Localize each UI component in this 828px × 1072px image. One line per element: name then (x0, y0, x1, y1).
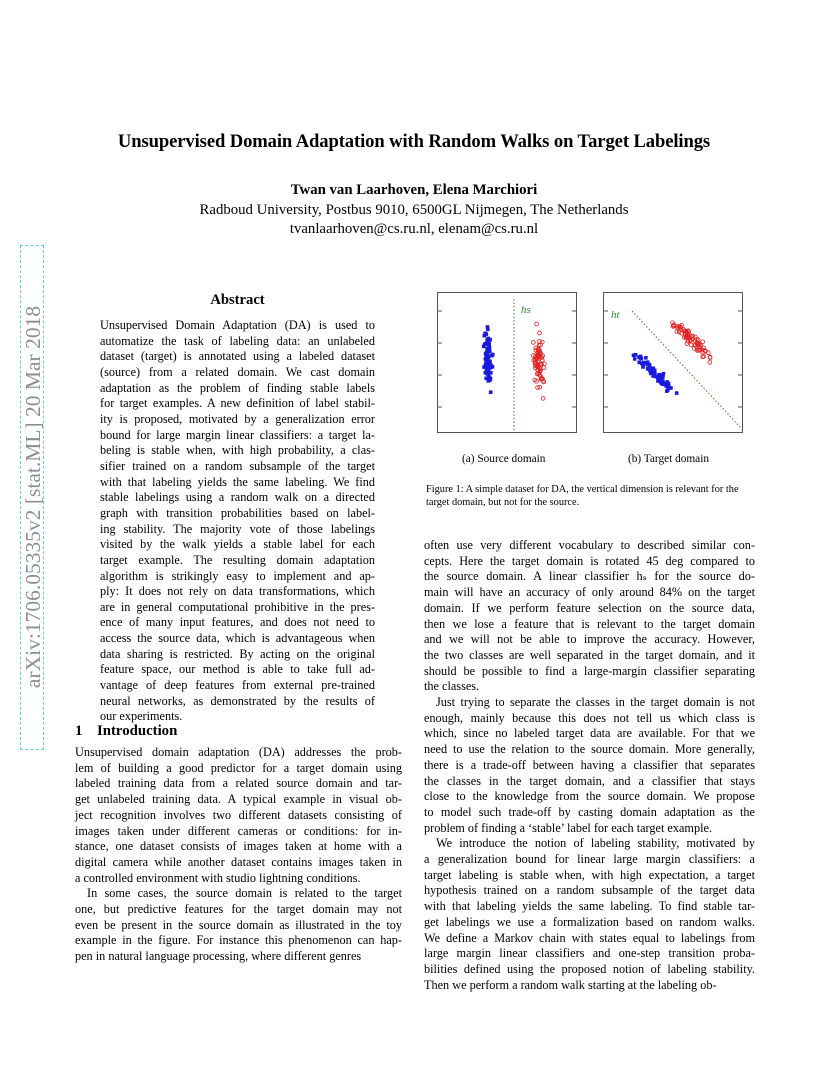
right-column-line: domain. If we perform feature selection on the source data, (424, 600, 755, 615)
source-domain-plot (437, 292, 577, 433)
data-point-blue (485, 372, 489, 376)
right-column-line: the classes in the target domain, and a classifier that stays (424, 773, 755, 788)
data-point-red (542, 366, 546, 370)
right-column-line: to model such trade-off by casting domain adaptation as the (424, 804, 755, 819)
introduction-line: ject recognition involves two different datasets consisting of (75, 807, 402, 822)
right-column-line: need to use the relation to the source domain. More generally, (424, 742, 755, 757)
right-column-body (424, 538, 755, 993)
abstract-line: graph with transition probabilities based on label- (100, 505, 375, 520)
data-point-blue (488, 359, 492, 363)
paper-emails: tvanlaarhoven@cs.ru.nl, elenam@cs.ru.nl (289, 221, 539, 237)
data-point-blue (655, 375, 659, 379)
section-heading-introduction (75, 723, 177, 740)
abstract-heading: Abstract (210, 292, 265, 308)
right-column-line: We define a Markov chain with states equal to labelings from (424, 930, 755, 945)
abstract-line: with that labeling yields the same labeling. We find (100, 474, 375, 489)
right-column-line: with that labeling yields the same labeling. To find stable tar- (424, 899, 755, 914)
data-point-blue (483, 331, 487, 335)
abstract-line: neural networks, as demonstrated by the results of (100, 693, 375, 708)
right-column-line: the two classes are well separated in the target domain, and it (424, 647, 755, 662)
right-column-line: often use very different vocabulary to described similar con- (424, 538, 755, 552)
abstract-line: (source) from a related domain. We cast domain (100, 364, 375, 379)
right-column-line: the classes. (424, 679, 480, 694)
source-domain-scatter (438, 293, 576, 432)
data-point-blue (651, 374, 655, 378)
abstract-line: sifier trained on a random subsample of the target (100, 458, 375, 473)
section-number: 1 (75, 723, 83, 739)
data-point-red (708, 361, 712, 365)
data-point-blue (634, 353, 638, 357)
abstract-line: our experiments. (100, 709, 183, 724)
data-point-blue (642, 361, 646, 365)
ht-label: ht (611, 309, 620, 321)
introduction-line: In some cases, the source domain is related to the target (87, 886, 402, 901)
data-point-blue (484, 357, 488, 361)
data-point-blue (656, 379, 660, 383)
data-point-blue (640, 357, 644, 361)
data-point-blue (490, 354, 494, 358)
data-point-blue (488, 338, 492, 342)
data-point-red (535, 322, 539, 326)
data-point-blue (486, 348, 490, 352)
introduction-body (75, 745, 402, 965)
data-point-blue (491, 365, 495, 369)
right-column-line: there is a trade-off between having a classifier that separates (424, 757, 755, 772)
data-point-blue (641, 365, 645, 369)
right-column-line: should be possible to find a large-margin classifier separating (424, 663, 755, 678)
right-column-line: close to the knowledge from the source domain. We propose (424, 789, 755, 804)
abstract-line: access the source data, which is advantageous when (100, 631, 375, 646)
introduction-line: a controlled environment with studio lightning conditions. (75, 870, 361, 885)
abstract-line: automatize the task of labeling data: an unlabeled (100, 333, 375, 348)
right-column-line: problem of finding a ‘stable’ label for each target example. (424, 820, 712, 835)
introduction-line: stance, one dataset consists of images taken at home with a (75, 839, 402, 854)
right-column-line: and we will not be able to improve the accuracy. However, (424, 632, 755, 647)
introduction-line: lem of building a good predictor for a target domain using (75, 760, 402, 775)
right-column-line: then we lose a feature that is relevant to the target domain (424, 616, 755, 631)
abstract-line: adaptation as the problem of finding stable labels (100, 380, 375, 395)
right-column-line: main will have an accuracy of only around 84% on the target (424, 585, 755, 600)
data-point-blue (637, 361, 641, 365)
right-column-line: We introduce the notion of labeling stability, motivated by (436, 836, 755, 851)
introduction-line: digital camera while another dataset contains images taken in (75, 854, 402, 869)
data-point-blue (658, 374, 662, 378)
data-point-blue (644, 356, 648, 360)
paper-affiliation: Radboud University, Postbus 9010, 6500GL Nijmegen, The Netherlands (199, 202, 629, 218)
abstract-line: ence of many input features, and does not need to (100, 615, 375, 630)
figure-1 (424, 286, 755, 516)
arxiv-stamp (20, 245, 44, 750)
introduction-line: get unlabeled training data. A typical example in visual ob- (75, 792, 402, 807)
right-column-line: get labelings we use a formalization based on random walks. (424, 914, 755, 929)
data-point-blue (649, 367, 653, 371)
right-column-line: a generalization bound for linear large margin classifiers: a (424, 852, 755, 867)
data-point-red (689, 343, 693, 347)
abstract-line: ply: It does not rely on data transformations, which (100, 584, 375, 599)
data-point-blue (645, 363, 649, 367)
subcaption-target-domain: (b) Target domain (628, 453, 709, 465)
paper-authors: Twan van Laarhoven, Elena Marchiori (290, 182, 538, 198)
data-point-red (531, 340, 535, 344)
introduction-line: pen in natural language processing, where different genres (75, 949, 362, 964)
arxiv-stamp-text: arXiv:1706.05335v2 [stat.ML] 20 Mar 2018 (21, 305, 45, 689)
abstract-line: feature space, our method is able to take full ad- (100, 662, 375, 677)
right-column-line: bilities defined using the proposed notion of labeling stability. (424, 961, 755, 976)
abstract-line: ity is proposed, motivated by a generalization error (100, 411, 375, 426)
abstract-line: bound for large margin linear classifiers: a target la- (100, 427, 375, 442)
introduction-line: Unsupervised domain adaptation (DA) addresses the prob- (75, 745, 402, 759)
abstract-line: algorithm is strikingly easy to implement and ap- (100, 568, 375, 583)
data-point-blue (669, 386, 673, 390)
data-point-blue (488, 375, 492, 379)
introduction-line: images taken under different cameras or conditions: for in- (75, 823, 402, 838)
data-point-red (538, 331, 542, 335)
right-column-line: which, since no labeled target data are available. For that we (424, 726, 755, 741)
abstract-line: are in general computational prohibitive in the pres- (100, 599, 375, 614)
introduction-line: one, but predictive features for the target domain may not (75, 902, 402, 917)
data-point-blue (489, 390, 493, 394)
target-domain-plot (603, 292, 743, 433)
abstract-line: data sharing is restricted. By acting on the original (100, 646, 375, 661)
introduction-line: example in the figure. For instance this phenomenon can hap- (75, 933, 402, 948)
abstract-line: stable labelings using a random walk on a directed (100, 490, 375, 505)
right-column-line: Just trying to separate the classes in the target domain is not (436, 695, 755, 710)
data-point-blue (653, 369, 657, 373)
paper-title: Unsupervised Domain Adaptation with Random Walks on Target Labelings (117, 131, 711, 152)
data-point-blue (633, 357, 637, 361)
abstract-line: dataset (target) is annotated using a labeled dataset (100, 349, 375, 364)
figure-caption: Figure 1: A simple dataset for DA, the vertical dimension is relevant for the target domain, but not for the source. (426, 484, 739, 508)
right-column-line: enough, mainly because this does not tell us which class is (424, 710, 755, 725)
data-point-blue (665, 381, 669, 385)
data-point-blue (675, 391, 679, 395)
introduction-line: labeled training data from a related source domain and tar- (75, 776, 402, 791)
abstract-line: ing stability. The majority vote of those labelings (100, 521, 375, 536)
data-point-blue (486, 325, 490, 329)
data-point-red (701, 340, 705, 344)
right-column-line: cepts. Here the target domain is rotated 45 deg compared to (424, 553, 755, 568)
right-column-line: target labeling is stable when, with high expectation, a target (424, 867, 755, 882)
right-column-line: hypothesis trained on a random subsample of the target data (424, 883, 755, 898)
data-point-blue (489, 371, 493, 375)
abstract-line: vantage of deep features from external pre-trained (100, 678, 375, 693)
right-column-line: Then we perform a random walk starting at the labeling ob- (424, 977, 717, 992)
abstract-line: beling is stable when, with high probability, a clas- (100, 443, 375, 458)
target-domain-scatter (604, 293, 742, 432)
data-point-blue (484, 377, 488, 381)
abstract-line: visited by the walk yields a stable label for each (100, 537, 375, 552)
data-point-red (541, 396, 545, 400)
right-column-line: large margin linear classifiers and one-step transition proba- (424, 946, 755, 961)
data-point-blue (484, 364, 488, 368)
data-point-blue (662, 372, 666, 376)
subcaption-source-domain: (a) Source domain (462, 453, 546, 465)
abstract-line: for target examples. A new definition of label stabil- (100, 396, 375, 411)
right-column-line: the source domain. A linear classifier hₛ for the source do- (424, 569, 755, 584)
abstract-line: target example. The resulting domain adaptation (100, 552, 375, 567)
abstract-body (100, 318, 375, 725)
hs-label: hs (521, 304, 531, 316)
data-point-blue (483, 343, 487, 347)
abstract-line: Unsupervised Domain Adaptation (DA) is used to (100, 318, 375, 332)
introduction-line: even be present in the source domain as illustrated in the toy (75, 917, 402, 932)
section-title: Introduction (97, 723, 178, 739)
